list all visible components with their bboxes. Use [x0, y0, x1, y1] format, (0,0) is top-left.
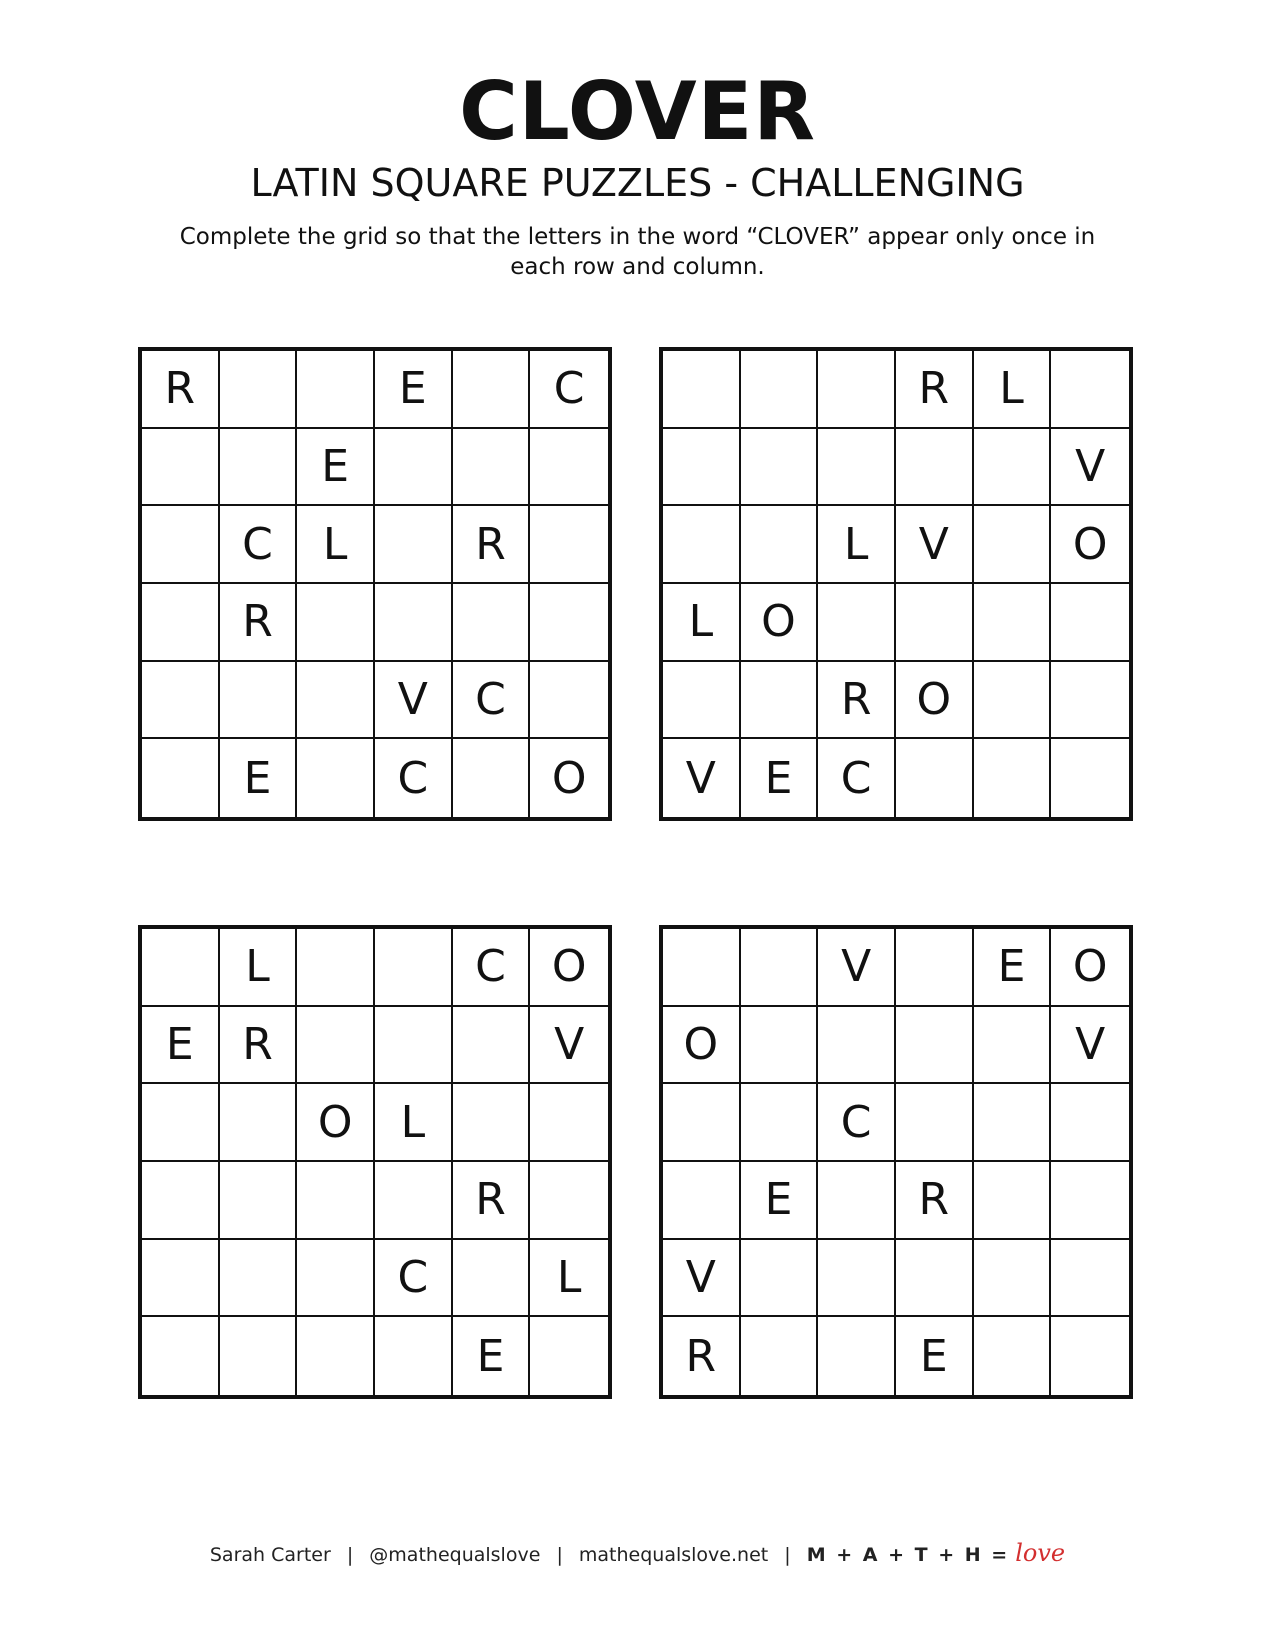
grid-cell — [974, 662, 1052, 740]
grid-cell — [1051, 662, 1129, 740]
grid-cell — [1051, 351, 1129, 429]
grid-cell — [375, 1007, 453, 1085]
grid-cell — [896, 929, 974, 1007]
puzzle-grid-4 — [659, 925, 1133, 1399]
grid-cell — [974, 1007, 1052, 1085]
grid-cell — [297, 1317, 375, 1395]
footer-author: Sarah Carter — [209, 1544, 331, 1566]
grid-cell — [818, 1240, 896, 1318]
grid-cell: C — [453, 929, 531, 1007]
grid-cell — [741, 1007, 819, 1085]
grid-cell — [896, 429, 974, 507]
grid-cell — [142, 1084, 220, 1162]
grid-cell: V — [375, 662, 453, 740]
grid-cell: L — [297, 506, 375, 584]
grid-cell: O — [896, 662, 974, 740]
grid-cell: R — [220, 1007, 298, 1085]
grid-cell — [741, 1084, 819, 1162]
grid-cell — [220, 351, 298, 429]
grid-cell — [453, 351, 531, 429]
grid-cell — [974, 739, 1052, 817]
grid-cell: R — [142, 351, 220, 429]
grid-cell — [741, 429, 819, 507]
grid-cell: L — [530, 1240, 608, 1318]
grid-cell: O — [663, 1007, 741, 1085]
grid-cell: E — [142, 1007, 220, 1085]
grid-cell — [453, 1084, 531, 1162]
puzzle-grid-1 — [138, 347, 612, 821]
grid-cell — [375, 506, 453, 584]
grid-cell: C — [220, 506, 298, 584]
grid-cell — [896, 1007, 974, 1085]
page-subtitle: LATIN SQUARE PUZZLES - CHALLENGING — [250, 161, 1025, 205]
grid-cell — [142, 662, 220, 740]
grid-cell — [741, 506, 819, 584]
grid-cell — [142, 429, 220, 507]
grid-cell — [818, 429, 896, 507]
grid-cell — [375, 429, 453, 507]
grid-cell: L — [220, 929, 298, 1007]
grid-cell: V — [1051, 429, 1129, 507]
grid-cell: L — [663, 584, 741, 662]
grid-cell: L — [818, 506, 896, 584]
grid-cell: R — [896, 351, 974, 429]
grid-cell — [974, 584, 1052, 662]
grid-cell — [1051, 1084, 1129, 1162]
grid-cell — [974, 1162, 1052, 1240]
grid-cell — [896, 739, 974, 817]
grid-cell — [220, 662, 298, 740]
grid-cell: E — [453, 1317, 531, 1395]
grid-cell: V — [663, 739, 741, 817]
grid-cell — [453, 429, 531, 507]
grid-cell — [453, 1007, 531, 1085]
grid-cell — [142, 1240, 220, 1318]
grid-cell — [896, 1084, 974, 1162]
puzzle-grid-2 — [659, 347, 1133, 821]
grid-cell — [142, 929, 220, 1007]
grid-cell — [530, 584, 608, 662]
grid-cell — [818, 1317, 896, 1395]
grid-cell — [663, 662, 741, 740]
grid-cell: C — [453, 662, 531, 740]
grid-cell — [142, 1162, 220, 1240]
grid-cell — [530, 1084, 608, 1162]
grid-cell: L — [974, 351, 1052, 429]
grid-cell: E — [741, 1162, 819, 1240]
grid-cell — [142, 1317, 220, 1395]
grid-cell — [453, 739, 531, 817]
grid-cell — [297, 1007, 375, 1085]
grid-cell — [974, 1084, 1052, 1162]
grid-cell: V — [818, 929, 896, 1007]
grid-cell — [297, 584, 375, 662]
page-title: CLOVER — [459, 65, 816, 158]
grid-cell — [1051, 584, 1129, 662]
grid-cell — [818, 351, 896, 429]
grid-cell — [375, 1317, 453, 1395]
grid-cell: V — [896, 506, 974, 584]
grid-cell — [297, 662, 375, 740]
grid-cell — [818, 584, 896, 662]
grid-cell — [741, 1240, 819, 1318]
grid-cell — [530, 662, 608, 740]
footer-brand-love: love — [1015, 1539, 1066, 1567]
grid-cell: R — [818, 662, 896, 740]
grid-cell: V — [530, 1007, 608, 1085]
grid-cell: O — [530, 929, 608, 1007]
grid-cell: E — [741, 739, 819, 817]
grid-cell: E — [896, 1317, 974, 1395]
grid-cell: O — [741, 584, 819, 662]
grid-cell — [220, 1317, 298, 1395]
grid-cell: V — [1051, 1007, 1129, 1085]
grid-cell — [220, 1240, 298, 1318]
grid-cell — [818, 1007, 896, 1085]
grid-cell — [974, 1240, 1052, 1318]
grid-cell — [663, 429, 741, 507]
grid-cell: C — [375, 1240, 453, 1318]
grid-cell — [375, 1162, 453, 1240]
grid-cell — [142, 506, 220, 584]
grid-cell — [974, 429, 1052, 507]
grid-cell: L — [375, 1084, 453, 1162]
grid-cell — [741, 929, 819, 1007]
puzzle-grid-3 — [138, 925, 612, 1399]
grid-cell: O — [1051, 506, 1129, 584]
grid-cell — [741, 1317, 819, 1395]
grid-cell — [741, 662, 819, 740]
grid-cell — [453, 584, 531, 662]
grid-cell — [220, 1162, 298, 1240]
grid-cell: E — [220, 739, 298, 817]
grid-cell — [663, 1162, 741, 1240]
grid-cell — [220, 1084, 298, 1162]
grid-cell: C — [818, 739, 896, 817]
grid-cell — [530, 1317, 608, 1395]
grid-cell: R — [896, 1162, 974, 1240]
grid-cell: R — [453, 506, 531, 584]
grid-cell — [1051, 1162, 1129, 1240]
grid-cell: R — [453, 1162, 531, 1240]
footer-website: mathequalslove.net — [578, 1544, 769, 1566]
grid-cell — [530, 1162, 608, 1240]
grid-cell: O — [1051, 929, 1129, 1007]
footer-handle: @mathequalslove — [369, 1544, 541, 1566]
grid-cell — [741, 351, 819, 429]
grid-cell — [1051, 1317, 1129, 1395]
grid-cell — [375, 929, 453, 1007]
grid-cell: V — [663, 1240, 741, 1318]
footer — [0, 1538, 1275, 1570]
grid-cell — [297, 1162, 375, 1240]
footer-separator: | — [784, 1544, 791, 1566]
grid-cell — [297, 739, 375, 817]
grid-cell — [1051, 1240, 1129, 1318]
grid-cell — [663, 506, 741, 584]
grid-cell — [663, 351, 741, 429]
grid-cell — [220, 429, 298, 507]
grid-cell — [1051, 739, 1129, 817]
grid-cell — [530, 429, 608, 507]
grid-cell — [297, 929, 375, 1007]
grid-cell: E — [974, 929, 1052, 1007]
grid-cell — [297, 351, 375, 429]
grid-cell — [142, 739, 220, 817]
grid-cell — [297, 1240, 375, 1318]
footer-brand: M + A + T + H = — [806, 1544, 1010, 1566]
grid-cell — [974, 1317, 1052, 1395]
footer-separator: | — [346, 1544, 354, 1566]
grid-cell: O — [551, 752, 587, 804]
grid-cell: R — [220, 584, 298, 662]
grid-cell — [974, 506, 1052, 584]
grid-cell: R — [663, 1317, 741, 1395]
grid-cell — [663, 929, 741, 1007]
grid-cell: C — [818, 1084, 896, 1162]
grid-cell — [375, 584, 453, 662]
grid-cell — [896, 584, 974, 662]
grid-cell — [663, 1084, 741, 1162]
grid-cell: C — [375, 739, 453, 817]
grid-cell — [818, 1162, 896, 1240]
grid-cell — [142, 584, 220, 662]
grid-cell: O — [297, 1084, 375, 1162]
grid-cell — [530, 506, 608, 584]
footer-separator: | — [556, 1544, 563, 1566]
grid-cell — [896, 1240, 974, 1318]
grid-cell: E — [375, 351, 453, 429]
grid-cell: C — [530, 351, 608, 429]
grid-cell — [453, 1240, 531, 1318]
grid-cell: E — [297, 429, 375, 507]
instructions: Complete the grid so that the letters in the word “CLOVER” appear only once in each row and column. — [179, 224, 1096, 280]
